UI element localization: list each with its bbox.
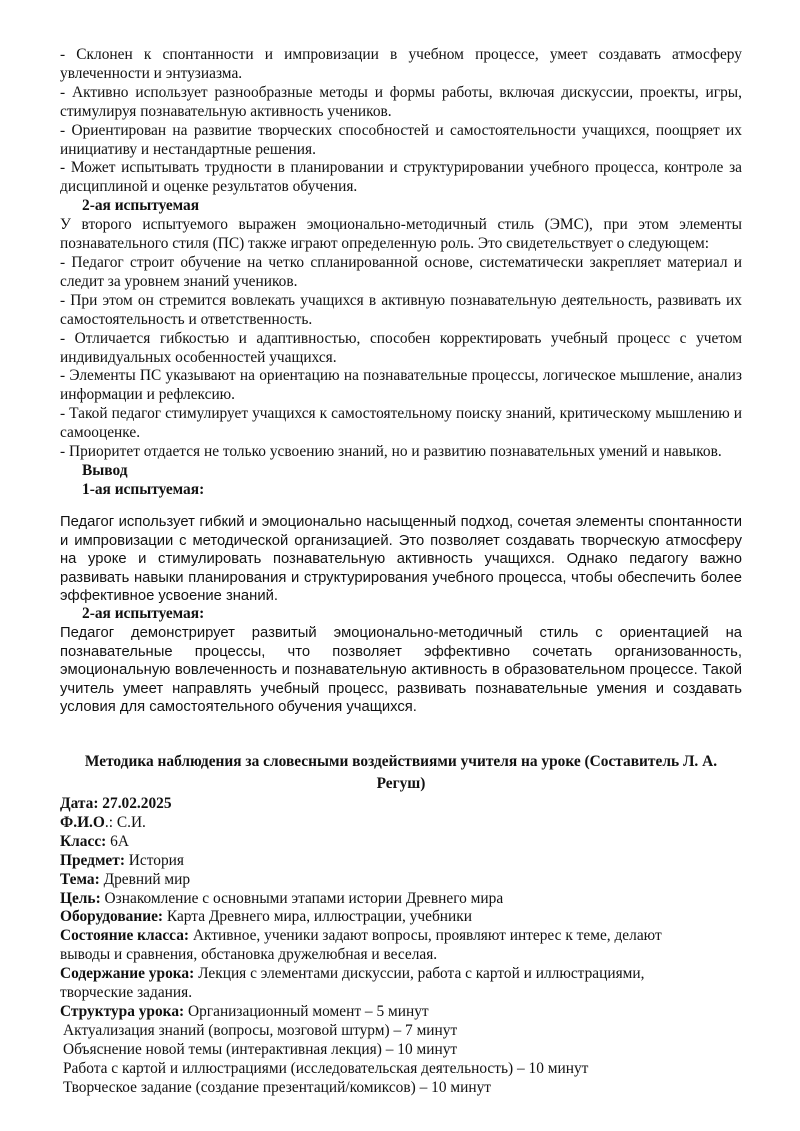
topic-row: [60, 871, 700, 890]
subject-label: Предмет:: [60, 851, 125, 869]
subject2-intro: У второго испытуемого выражен эмоционально-методичный стиль (ЭМС), при этом элементы познавательного стиля (ПС) также играют определенную роль. Это свидетельствует о следующем:: [60, 216, 742, 253]
structure-item: Работа с картой и иллюстрациями (исследовательская деятельность) – 10 минут: [63, 1059, 589, 1077]
list-item: - Отличается гибкостью и адаптивностью, способен корректировать учебный процесс с учетом индивидуальных особенностей учащихся.: [60, 329, 742, 366]
date-row: [60, 795, 700, 814]
list-item: - Может испытывать трудности в планировании и структурировании учебного процесса, контроле за дисциплиной и оценке результатов обучения.: [60, 159, 742, 196]
date-label: Дата: 27.02.2025: [60, 795, 172, 812]
class-row: [60, 833, 700, 852]
lesson-structure-label: Структура урока:: [60, 1002, 185, 1020]
fio-row: [60, 814, 700, 833]
class-state-row: [60, 927, 700, 965]
list-item: - Приоритет отдается не только усвоению знаний, но и развитию познавательных умений и навыков.: [60, 443, 722, 461]
conclusion-2-text: Педагог демонстрирует развитый эмоционально-методичный стиль с ориентацией на познавательные процессы, что позволяет эффективно сочетать организованность, эмоциональную вовлеченность и познавательную активность в образовательном процессе. Такой учитель умеет направлять учебный процесс, развивать познавательные умения и создавать условия для самостоятельного обучения учащихся.: [60, 625, 742, 715]
equipment-row: [60, 908, 700, 927]
list-item: - При этом он стремится вовлекать учащихся в активную познавательную деятельность, развивать их самостоятельность и ответственность.: [60, 291, 742, 328]
lesson-content-row: [60, 965, 700, 1003]
list-item: - Элементы ПС указывают на ориентацию на познавательные процессы, логическое мышление, анализ информации и рефлексию.: [60, 367, 742, 404]
fio-value: .: С.И.: [104, 813, 146, 831]
topic-label: Тема:: [60, 870, 100, 888]
lesson-content-label: Содержание урока:: [60, 965, 195, 983]
subject-row: [60, 852, 700, 871]
subject2-heading: 2-ая испытуемая: [82, 197, 200, 215]
goal-label: Цель:: [60, 889, 101, 907]
list-item: - Активно использует разнообразные методы и формы работы, включая дискуссии, проекты, игры, стимулируя познавательную активность учеников.: [60, 83, 742, 120]
lesson-structure-value: Организационный момент – 5 минут: [184, 1002, 429, 1020]
lesson-structure-row: [60, 1003, 700, 1022]
conclusion-1-text: Педагог использует гибкий и эмоционально насыщенный подход, сочетая элементы спонтанности и импровизации с методической организацией. Это позволяет создавать творческую атмосферу на уроке и стимулировать познавательную активность учащихся. Однако педагогу важно развивать навыки планирования и структурирования учебного процесса, чтобы обеспечить более эффективное усвоение знаний.: [60, 514, 742, 604]
list-item: - Склонен к спонтанности и импровизации в учебном процессе, умеет создавать атмосферу увлеченности и энтузиазма.: [60, 46, 742, 82]
structure-item: Объяснение новой темы (интерактивная лекция) – 10 минут: [63, 1040, 458, 1058]
subject-value: История: [124, 851, 184, 869]
goal-row: [60, 890, 700, 909]
class-label: Класс:: [60, 832, 107, 850]
fio-label: Ф.И.О: [60, 813, 105, 831]
structure-item: Творческое задание (создание презентаций/комиксов) – 10 минут: [63, 1078, 492, 1096]
conclusion-1-heading: 1-ая испытуемая:: [82, 480, 205, 498]
list-item: - Ориентирован на развитие творческих способностей и самостоятельности учащихся, поощряет их инициативу и нестандартные решения.: [60, 121, 742, 158]
class-state-label: Состояние класса:: [60, 927, 190, 945]
subject1-traits-list: [60, 46, 742, 500]
goal-value: Ознакомление с основными этапами истории Древнего мира: [100, 889, 504, 907]
list-item: - Такой педагог стимулирует учащихся к самостоятельному поиску знаний, критическому мышлению и самооценке.: [60, 405, 742, 442]
equipment-value: Карта Древнего мира, иллюстрации, учебники: [163, 908, 472, 926]
equipment-label: Оборудование:: [60, 908, 164, 926]
lesson-content-value: Лекция с элементами дискуссии, работа с картой и иллюстрациями, творческие задания.: [60, 965, 645, 1002]
structure-item: Актуализация знаний (вопросы, мозговой штурм) – 7 минут: [63, 1021, 458, 1039]
conclusion-2-heading: 2-ая испытуемая:: [82, 605, 205, 622]
lesson-info: [60, 795, 700, 1098]
class-state-value: Активное, ученики задают вопросы, проявляют интерес к теме, делают выводы и сравнения, обстановка дружелюбная и веселая.: [60, 927, 662, 964]
list-item: - Педагог строит обучение на четко спланированной основе, систематически закрепляет материал и следит за уровнем знаний учеников.: [60, 253, 742, 290]
class-value: 6А: [106, 832, 129, 850]
topic-value: Древний мир: [99, 870, 191, 888]
conclusion-heading: Вывод: [82, 461, 128, 479]
method-title: Методика наблюдения за словесными воздействиями учителя на уроке (Составитель Л. А. Регуш): [84, 753, 718, 792]
